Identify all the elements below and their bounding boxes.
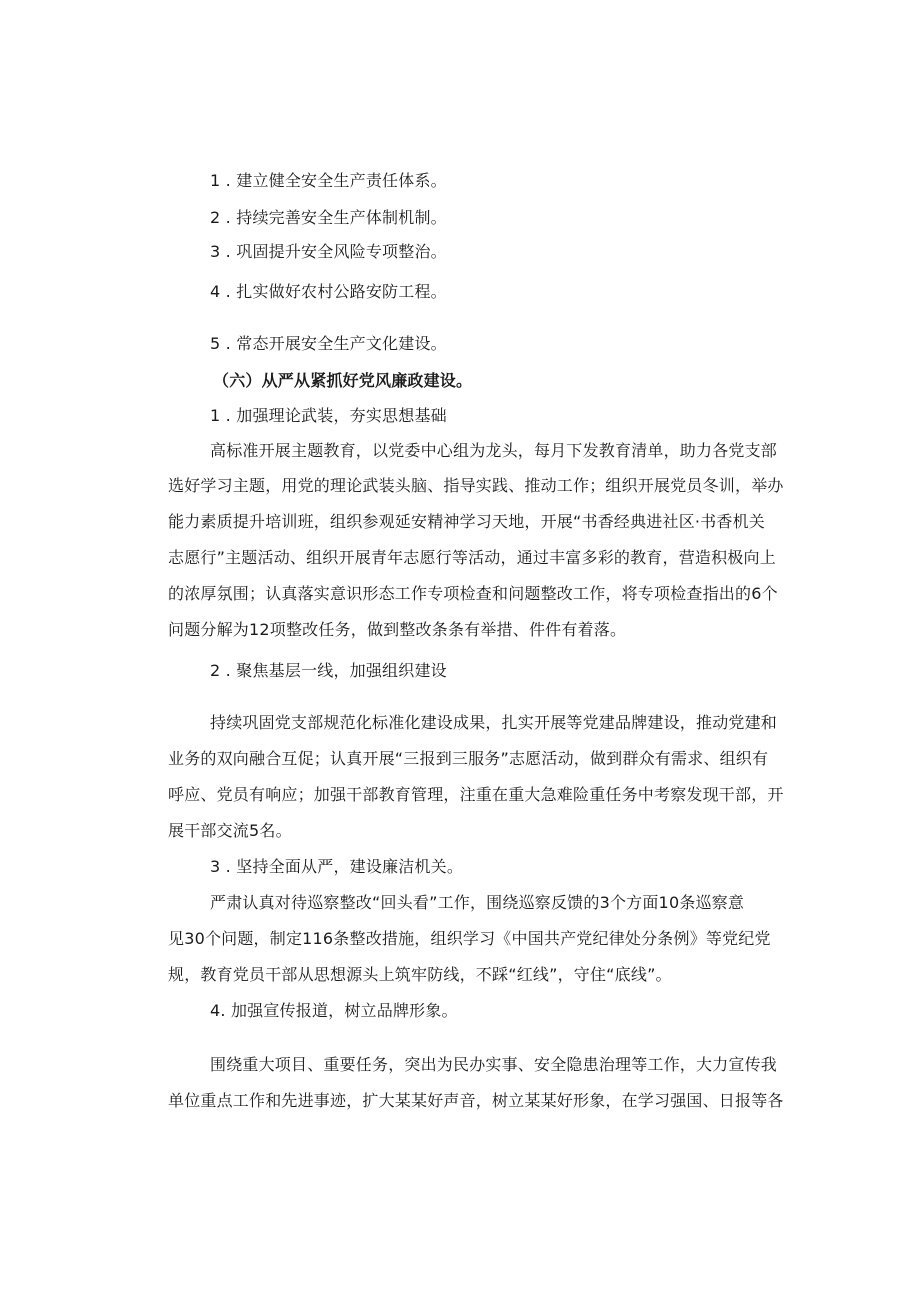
paragraph-line: 志愿行”主题活动、组织开展青年志愿行等活动，通过丰富多彩的教育，营造积极向上 [168, 548, 776, 567]
paragraph-line: 严肃认真对待巡察整改“回头看”工作，围绕巡察反馈的3个方面10条巡察意 [210, 893, 745, 912]
subsection-title: 4. 加强宣传报道，树立品牌形象。 [210, 1001, 458, 1020]
paragraph-line: 问题分解为12项整改任务，做到整改条条有举措、件件有着落。 [168, 620, 627, 639]
list-item-text: . 巩固提升安全风险专项整治。 [220, 242, 447, 261]
paragraph-line: 的浓厚氛围；认真落实意识形态工作专项检查和问题整改工作，将专项检查指出的6个 [168, 584, 778, 603]
subsection-title: 1 . 加强理论武装，夯实思想基础 [210, 406, 447, 425]
subsection-title: 2 . 聚焦基层一线，加强组织建设 [210, 661, 447, 680]
list-item-text: . 常态开展安全生产文化建设。 [220, 334, 447, 353]
list-item-number: 1 [210, 171, 221, 190]
section-heading: （六）从严从紧抓好党风廉政建设。 [213, 371, 473, 390]
paragraph-line: 单位重点工作和先进事迹，扩大某某好声音，树立某某好形象，在学习强国、日报等各 [168, 1091, 784, 1110]
list-item [210, 171, 800, 191]
list-item-number: 5 [210, 334, 221, 353]
paragraph-line: 持续巩固党支部规范化标准化建设成果，扎实开展等党建品牌建设，推动党建和 [210, 713, 778, 732]
subsection-title: 3 . 坚持全面从严，建设廉洁机关。 [210, 857, 464, 876]
paragraph-line: 高标准开展主题教育，以党委中心组为龙头，每月下发教育清单，助力各党支部 [210, 441, 778, 460]
paragraph-line: 业务的双向融合互促；认真开展“三报到三服务”志愿活动，做到群众有需求、组织有 [168, 749, 769, 768]
list-item-number: 4 [210, 282, 221, 301]
list-item-text: . 扎实做好农村公路安防工程。 [220, 282, 447, 301]
list-item [210, 208, 800, 228]
paragraph-line: 见30个问题，制定116条整改措施，组织学习《中国共产党纪律处分条例》等党纪党 [168, 929, 771, 948]
paragraph-line: 呼应、党员有响应；加强干部教育管理，注重在重大急难险重任务中考察发现干部，开 [168, 785, 784, 804]
paragraph-line: 选好学习主题，用党的理论武装头脑、指导实践、推动工作；组织开展党员冬训，举办 [168, 476, 784, 495]
list-item [210, 334, 800, 354]
list-item-text: . 持续完善安全生产体制机制。 [220, 208, 447, 227]
paragraph-line: 规，教育党员干部从思想源头上筑牢防线，不踩“红线”，守住“底线”。 [168, 965, 672, 984]
paragraph-line: 围绕重大项目、重要任务，突出为民办实事、安全隐患治理等工作，大力宣传我 [210, 1055, 778, 1074]
paragraph-line: 能力素质提升培训班，组织参观延安精神学习天地，开展“书香经典进社区·书香机关 [168, 512, 765, 531]
list-item-number: 3 [210, 242, 221, 261]
list-item-number: 2 [210, 208, 221, 227]
list-item [210, 242, 800, 262]
list-item-text: . 建立健全安全生产责任体系。 [220, 171, 447, 190]
list-item [210, 282, 800, 302]
paragraph-line: 展干部交流5名。 [168, 821, 292, 840]
